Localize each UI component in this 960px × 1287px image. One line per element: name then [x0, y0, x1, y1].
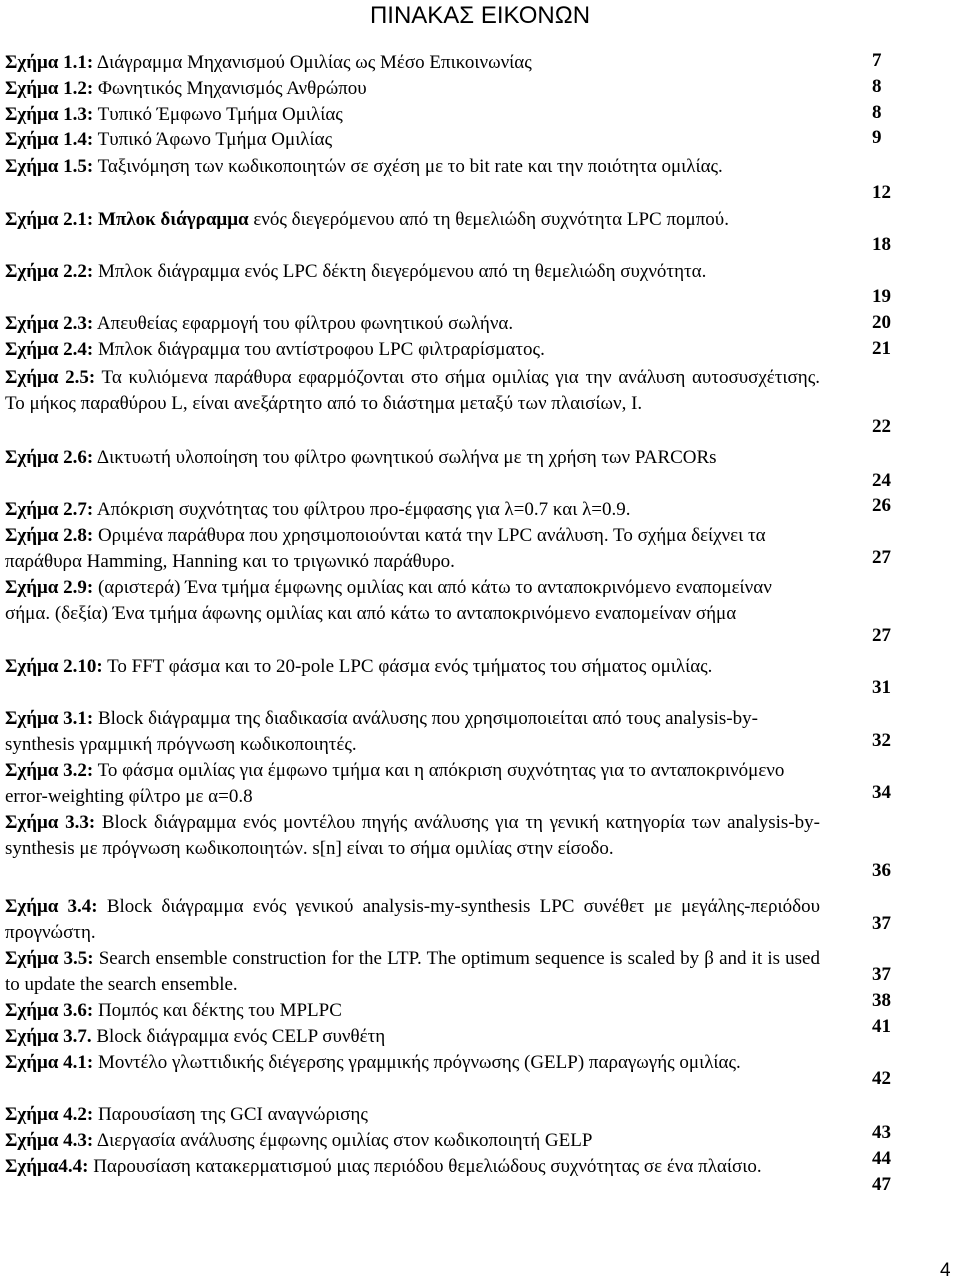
figure-label: Σχήμα 2.6: [5, 447, 94, 468]
figure-label: Σχήμα 1.2: [5, 78, 94, 99]
figure-entry [5, 154, 820, 180]
figure-label: Σχήμα 3.5: [5, 948, 94, 969]
figure-caption: Οριμένα παράθυρα που χρησιμοποιούνται κατά την LPC ανάλυση. Το σχήμα δείχνει τα παράθυρα Hamming, Hanning και το τριγωνικό παράθυρο. [5, 525, 766, 572]
figure-label: Σχήμα4.4: [5, 1156, 89, 1177]
figure-entry [5, 207, 820, 233]
figure-entry [5, 102, 820, 128]
page-ref: 42 [872, 1068, 891, 1089]
page-ref: 27 [872, 625, 891, 646]
figure-label: Σχήμα 3.1: [5, 708, 94, 729]
figure-label: Σχήμα 4.3: [5, 1130, 94, 1151]
figure-entry [5, 337, 820, 363]
figure-entry [5, 575, 820, 627]
figure-entry [5, 998, 820, 1024]
figure-label: Σχήμα 2.4: [5, 339, 94, 360]
figure-caption: Ταξινόμηση των κωδικοποιητών σε σχέση με το bit rate και την ποιότητα ομιλίας. [93, 156, 723, 177]
figure-label: Σχήμα 2.8: [5, 525, 94, 546]
figure-label: Σχήμα 4.2: [5, 1104, 94, 1125]
page-ref: 9 [872, 127, 882, 148]
figure-caption: Block διάγραμμα της διαδικασία ανάλυσης που χρησιμοποιείται από τους analysis-by- synthesis γραμμική πρόγνωση κωδικοποιητές. [5, 708, 758, 755]
figure-caption: (αριστερά) Ένα τμήμα έμφωνης ομιλίας και από κάτω το ανταποκρινόμενο εναπομείναν σήμα. (δεξία) Ένα τμήμα άφωνης ομιλίας και από κάτω το ανταποκρινόμενο εναπομείναν σήμα [5, 577, 772, 624]
figure-label: Σχήμα 2.7: [5, 499, 94, 520]
figure-caption: Διεργασία ανάλυσης έμφωνης ομιλίας στον κωδικοποιητή GELP [93, 1130, 593, 1151]
page-ref: 41 [872, 1016, 891, 1037]
figure-caption: Block διάγραμμα ενός CELP συνθέτη [91, 1026, 386, 1047]
figure-entry [5, 1128, 820, 1154]
figure-caption: Search ensemble construction for the LTP. The optimum sequence is scaled by β and it is used to update the search ensemble. [5, 948, 820, 995]
figure-label: Σχήμα 2.2: [5, 261, 94, 282]
page-ref: 22 [872, 416, 891, 437]
figure-entry [5, 523, 820, 575]
figure-caption: Block διάγραμμα ενός γενικού analysis-my-synthesis LPC συνέθετ με μεγάλης-περιόδου προγνώστη. [5, 896, 820, 943]
figure-caption: Το FFT φάσμα και το 20-pole LPC φάσμα ενός τμήματος του σήματος ομιλίας. [102, 656, 713, 677]
page-number: 4 [940, 1260, 951, 1281]
figure-label: Σχήμα 1.4: [5, 129, 94, 150]
figure-entry [5, 758, 820, 810]
figure-label: Σχήμα 4.1: [5, 1052, 94, 1073]
figure-caption: Τυπικό Άφωνο Τμήμα Ομιλίας [93, 129, 333, 150]
page-ref: 47 [872, 1174, 891, 1195]
figure-caption: Παρουσίαση κατακερματισμού μιας περιόδου θεμελιώδους συχνότητας σε ένα πλαίσιο. [88, 1156, 762, 1177]
figure-entry [5, 946, 820, 998]
page-ref: 26 [872, 495, 891, 516]
figure-caption: Απευθείας εφαρμογή του φίλτρου φωνητικού σωλήνα. [93, 313, 514, 334]
figure-caption: Block διάγραμμα ενός μοντέλου πηγής ανάλυσης για τη γενική κατηγορία των analysis-by-synthesis με πρόγνωση κωδικοποιητών. s[n] είναι το σήμα ομιλίας στην είσοδο. [5, 812, 820, 859]
figure-entry [5, 1024, 820, 1050]
page-ref: 27 [872, 547, 891, 568]
figure-caption: Μπλοκ διάγραμμα ενός LPC δέκτη διεγερόμενου από τη θεμελιώδη συχνότητα. [93, 261, 707, 282]
page-ref: 36 [872, 860, 891, 881]
page-ref: 37 [872, 913, 891, 934]
figure-entry [5, 259, 820, 285]
page-ref: 12 [872, 182, 891, 203]
page-ref: 19 [872, 286, 891, 307]
page-ref: 44 [872, 1148, 891, 1169]
page-ref: 37 [872, 964, 891, 985]
figure-entry [5, 810, 820, 862]
page-ref: 43 [872, 1122, 891, 1143]
figure-caption: Διάγραμμα Μηχανισμού Ομιλίας ως Μέσο Επικοινωνίας [93, 52, 532, 73]
figure-caption: Τυπικό Έμφωνο Τμήμα Ομιλίας [93, 104, 343, 125]
figure-caption: Το φάσμα ομιλίας για έμφωνο τμήμα και η απόκριση συχνότητας για το ανταποκρινόμενο error-weighting φίλτρο με α=0.8 [5, 760, 785, 807]
figure-label: Σχήμα 2.9: [5, 577, 94, 598]
figure-label: Σχήμα 3.7. [5, 1026, 92, 1047]
figure-entry [5, 1050, 820, 1076]
figure-label: Σχήμα 2.1: Μπλοκ διάγραμμα [5, 209, 249, 230]
page-ref: 31 [872, 677, 891, 698]
figure-entry [5, 654, 820, 680]
page-ref: 21 [872, 338, 891, 359]
figure-entry [5, 127, 820, 153]
figure-caption: Απόκριση συχνότητας του φίλτρου προ-έμφασης για λ=0.7 και λ=0.9. [93, 499, 631, 520]
figure-entry [5, 445, 820, 471]
page-ref: 18 [872, 234, 891, 255]
page-ref: 32 [872, 730, 891, 751]
figure-label: Σχήμα 2.3: [5, 313, 94, 334]
page-ref: 7 [872, 50, 882, 71]
figure-label: Σχήμα 1.5: [5, 156, 94, 177]
figure-caption: ενός διεγερόμενου από τη θεμελιώδη συχνότητα LPC πομπού. [248, 209, 729, 230]
figure-entry [5, 497, 820, 523]
figure-caption: Μοντέλο γλωττιδικής διέγερσης γραμμικής πρόγνωσης (GELP) παραγωγής ομιλίας. [93, 1052, 741, 1073]
page-ref: 8 [872, 76, 882, 97]
figure-label: Σχήμα 3.6: [5, 1000, 94, 1021]
figure-caption: Τα κυλιόμενα παράθυρα εφαρμόζονται στο σήμα ομιλίας για την ανάλυση αυτοσυσχέτισης. Το μήκος παραθύρου L, είναι ανεξάρτητο από το διάστημα μεταξύ των πλαισίων, I. [5, 367, 820, 414]
figure-entry [5, 50, 820, 76]
figure-label: Σχήμα 1.3: [5, 104, 94, 125]
figure-entry [5, 894, 820, 946]
page-title: ΠΙΝΑΚΑΣ ΕΙΚΟΝΩΝ [369, 2, 591, 29]
page-ref: 20 [872, 312, 891, 333]
figure-entry [5, 1102, 820, 1128]
figure-label: Σχήμα 2.10: [5, 656, 103, 677]
figure-entry [5, 1154, 820, 1180]
figure-label: Σχήμα 3.3: [5, 812, 96, 833]
figure-entry [5, 365, 820, 417]
figure-caption: Παρουσίαση της GCI αναγνώρισης [93, 1104, 368, 1125]
figure-caption: Πομπός και δέκτης του MPLPC [93, 1000, 342, 1021]
figure-caption: Δικτυωτή υλοποίηση του φίλτρο φωνητικού σωλήνα με τη χρήση των PARCORs [93, 447, 717, 468]
figure-entry [5, 311, 820, 337]
page-ref: 8 [872, 102, 882, 123]
figure-label: Σχήμα 3.2: [5, 760, 94, 781]
figure-caption: Φωνητικός Μηχανισμός Ανθρώπου [93, 78, 367, 99]
figure-label: Σχήμα 2.5: [5, 367, 96, 388]
figure-entry [5, 706, 820, 758]
figure-caption: Μπλοκ διάγραμμα του αντίστροφου LPC φιλτραρίσματος. [93, 339, 545, 360]
page-ref: 38 [872, 990, 891, 1011]
page-ref: 34 [872, 782, 891, 803]
figure-entry [5, 76, 820, 102]
figure-label: Σχήμα 1.1: [5, 52, 94, 73]
page-ref: 24 [872, 470, 891, 491]
figure-label: Σχήμα 3.4: [5, 896, 98, 917]
